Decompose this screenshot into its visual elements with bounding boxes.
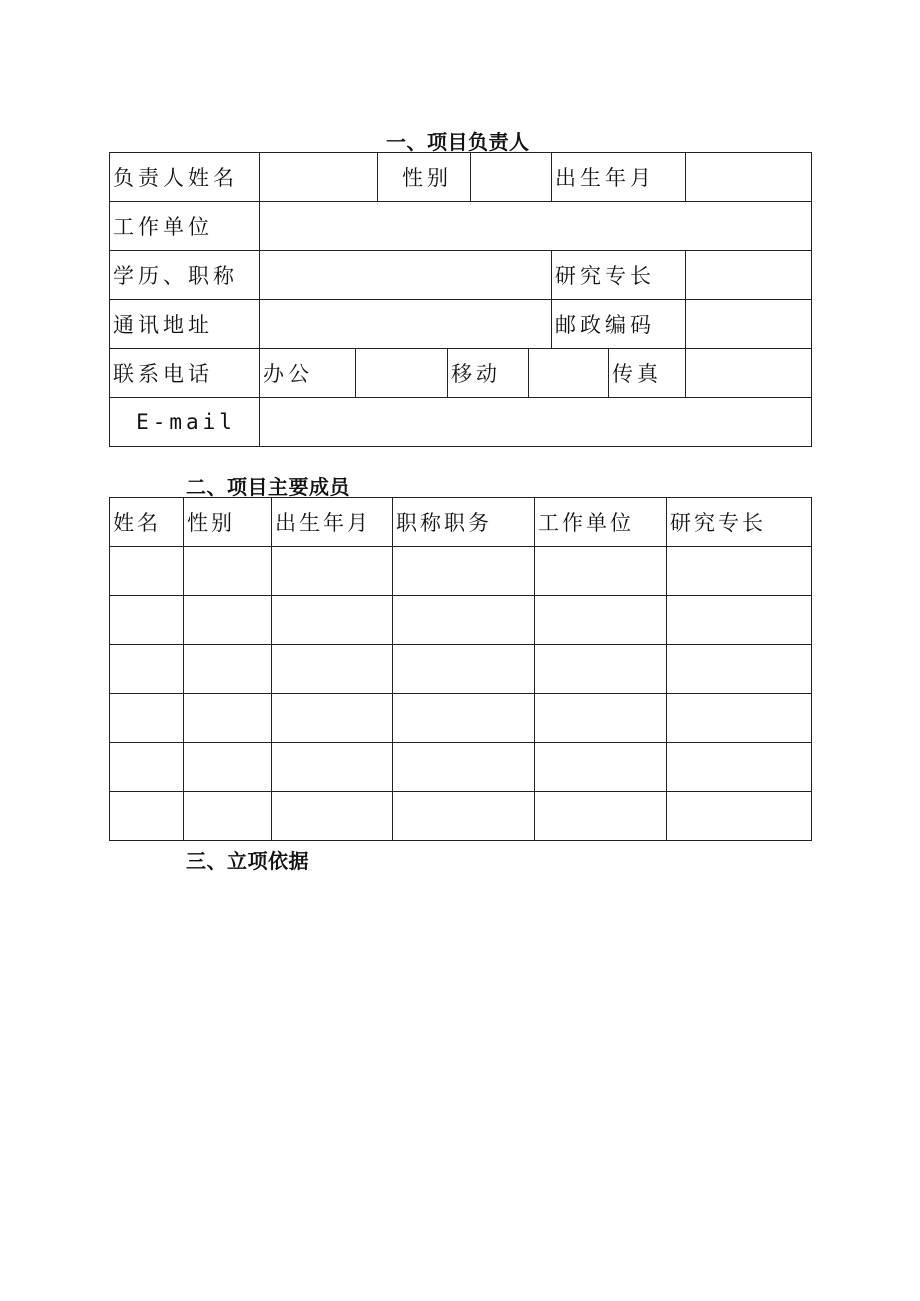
label-work-unit: 工作单位 [110,202,260,251]
members-body [110,547,812,841]
row-basic [110,153,812,202]
label-mobile: 移动 [448,349,529,398]
member-name-cell[interactable] [110,743,184,792]
members-table [109,497,812,841]
label-fax: 传真 [609,349,686,398]
member-name-cell[interactable] [110,792,184,841]
member-title-position-cell[interactable] [393,743,535,792]
label-office: 办公 [260,349,356,398]
field-mobile-phone[interactable] [529,349,609,398]
member-row [110,645,812,694]
member-name-cell[interactable] [110,596,184,645]
section2-title: 二、项目主要成员 [186,475,350,499]
member-birth-cell[interactable] [272,694,393,743]
label-postcode: 邮政编码 [552,300,686,349]
member-title-position-cell[interactable] [393,645,535,694]
col-name: 姓名 [110,498,184,547]
member-work-unit-cell[interactable] [535,547,667,596]
member-gender-cell[interactable] [184,596,272,645]
field-birth[interactable] [686,153,812,202]
col-birth: 出生年月 [272,498,393,547]
row-education [110,251,812,300]
field-gender[interactable] [471,153,552,202]
member-research-specialty-cell[interactable] [667,792,812,841]
member-research-specialty-cell[interactable] [667,645,812,694]
member-research-specialty-cell[interactable] [667,596,812,645]
col-research-specialty: 研究专长 [667,498,812,547]
field-email[interactable] [260,398,812,447]
label-research-specialty: 研究专长 [552,251,686,300]
members-header-row [110,498,812,547]
member-gender-cell[interactable] [184,547,272,596]
section3-title: 三、立项依据 [186,849,309,873]
label-email: E-mail [110,398,260,447]
member-row [110,743,812,792]
member-work-unit-cell[interactable] [535,792,667,841]
member-work-unit-cell[interactable] [535,645,667,694]
member-birth-cell[interactable] [272,645,393,694]
section1-title: 一、项目负责人 [386,130,530,154]
field-postcode[interactable] [686,300,812,349]
member-gender-cell[interactable] [184,694,272,743]
field-principal-name[interactable] [260,153,378,202]
field-address[interactable] [260,300,552,349]
member-gender-cell[interactable] [184,792,272,841]
row-email [110,398,812,447]
member-name-cell[interactable] [110,694,184,743]
col-title-position: 职称职务 [393,498,535,547]
member-row [110,694,812,743]
label-phone: 联系电话 [110,349,260,398]
member-work-unit-cell[interactable] [535,743,667,792]
member-work-unit-cell[interactable] [535,694,667,743]
member-title-position-cell[interactable] [393,547,535,596]
row-phone [110,349,812,398]
field-office-phone[interactable] [356,349,448,398]
field-work-unit[interactable] [260,202,812,251]
field-research-specialty[interactable] [686,251,812,300]
member-birth-cell[interactable] [272,743,393,792]
label-education-title: 学历、职称 [110,251,260,300]
field-fax[interactable] [686,349,812,398]
row-address [110,300,812,349]
member-title-position-cell[interactable] [393,596,535,645]
label-address: 通讯地址 [110,300,260,349]
member-row [110,792,812,841]
label-principal-name: 负责人姓名 [110,153,260,202]
member-research-specialty-cell[interactable] [667,547,812,596]
member-gender-cell[interactable] [184,645,272,694]
member-row [110,596,812,645]
member-title-position-cell[interactable] [393,792,535,841]
member-row [110,547,812,596]
principal-info-table [109,152,812,447]
col-work-unit: 工作单位 [535,498,667,547]
member-gender-cell[interactable] [184,743,272,792]
member-name-cell[interactable] [110,645,184,694]
member-research-specialty-cell[interactable] [667,743,812,792]
member-research-specialty-cell[interactable] [667,694,812,743]
label-birth: 出生年月 [552,153,686,202]
member-birth-cell[interactable] [272,792,393,841]
member-name-cell[interactable] [110,547,184,596]
col-gender: 性别 [184,498,272,547]
member-birth-cell[interactable] [272,547,393,596]
member-title-position-cell[interactable] [393,694,535,743]
label-gender: 性别 [378,153,471,202]
field-education-title[interactable] [260,251,552,300]
member-work-unit-cell[interactable] [535,596,667,645]
member-birth-cell[interactable] [272,596,393,645]
row-work-unit [110,202,812,251]
